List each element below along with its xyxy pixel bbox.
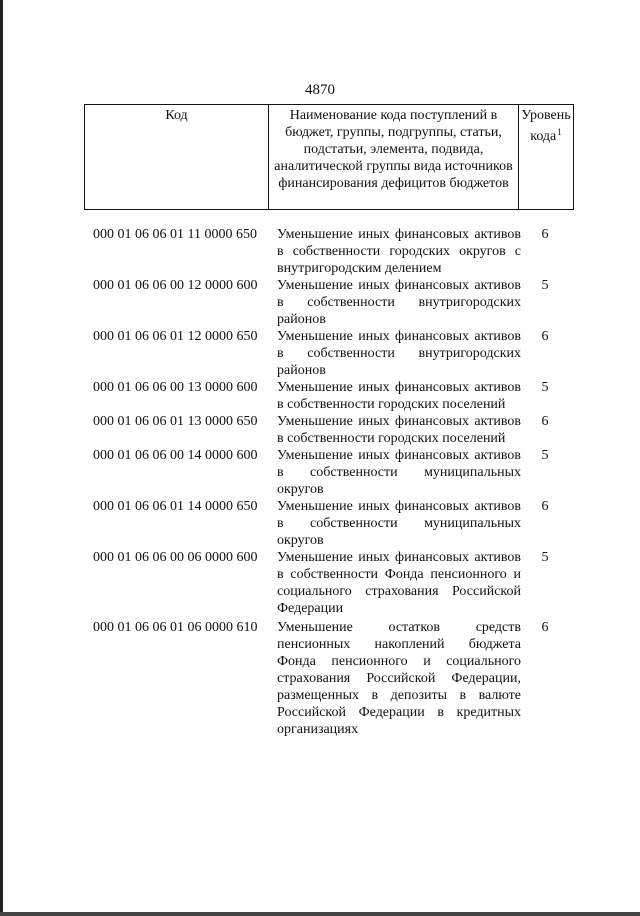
row-code: 000 01 06 06 00 06 0000 600 bbox=[93, 550, 258, 565]
row-code: 000 01 06 06 01 11 0000 650 bbox=[93, 227, 257, 242]
table-header bbox=[84, 104, 574, 210]
header-level: Уровень кода bbox=[521, 108, 571, 144]
row-level: 6 bbox=[541, 227, 549, 242]
row-name: Уменьшение иных финансовых активов в собственности муниципальных округов bbox=[277, 448, 521, 497]
row-level: 5 bbox=[541, 278, 549, 293]
table-row bbox=[0, 447, 640, 498]
row-name: Уменьшение иных финансовых активов в собственности муниципальных округов bbox=[277, 499, 521, 548]
table-body bbox=[0, 226, 640, 739]
scan-bottom-edge bbox=[0, 912, 640, 916]
row-name: Уменьшение иных финансовых активов в собственности внутригородских районов bbox=[277, 329, 521, 378]
row-name: Уменьшение иных финансовых активов в собственности городских округов с внутригородским делением bbox=[277, 227, 521, 276]
row-level: 6 bbox=[541, 499, 549, 514]
row-level: 6 bbox=[541, 329, 549, 344]
row-name: Уменьшение иных финансовых активов в собственности внутригородских районов bbox=[277, 278, 521, 327]
row-name: Уменьшение иных финансовых активов в собственности городских поселений bbox=[277, 414, 521, 446]
row-level: 5 bbox=[541, 448, 549, 463]
row-name: Уменьшение остатков средств пенсионных накоплений бюджета Фонда пенсионного и социального страхования Российской Федерации, размещенных в депозиты в валюте Российской Федерации в кредитных организациях bbox=[277, 620, 521, 737]
row-level: 5 bbox=[541, 380, 549, 395]
table-row bbox=[0, 413, 640, 447]
row-code: 000 01 06 06 00 12 0000 600 bbox=[93, 278, 258, 293]
page-number: 4870 bbox=[305, 82, 335, 98]
table-row bbox=[0, 277, 640, 328]
row-code: 000 01 06 06 01 13 0000 650 bbox=[93, 414, 258, 429]
row-level: 5 bbox=[541, 550, 549, 565]
table-row bbox=[0, 328, 640, 379]
row-level: 6 bbox=[541, 620, 549, 635]
row-level: 6 bbox=[541, 414, 549, 429]
table-row bbox=[0, 226, 640, 277]
header-code: Код bbox=[85, 105, 269, 209]
row-name: Уменьшение иных финансовых активов в собственности городских поселений bbox=[277, 380, 521, 412]
table-row bbox=[0, 549, 640, 619]
header-level-footnote: 1 bbox=[557, 127, 562, 137]
header-name: Наименование кода поступлений в бюджет, группы, подгруппы, статьи, подстатьи, элемента, подвида, аналитической группы вида источников финансирования дефицитов бюджетов bbox=[269, 105, 519, 209]
table-row bbox=[0, 379, 640, 413]
row-name: Уменьшение иных финансовых активов в собственности Фонда пенсионного и социального страхования Российской Федерации bbox=[277, 550, 521, 616]
header-level-cell bbox=[519, 105, 573, 209]
row-code: 000 01 06 06 01 12 0000 650 bbox=[93, 329, 258, 344]
row-code: 000 01 06 06 00 13 0000 600 bbox=[93, 380, 258, 395]
row-code: 000 01 06 06 01 06 0000 610 bbox=[93, 620, 258, 635]
table-row bbox=[0, 619, 640, 739]
row-code: 000 01 06 06 01 14 0000 650 bbox=[93, 499, 258, 514]
table-row bbox=[0, 498, 640, 549]
row-code: 000 01 06 06 00 14 0000 600 bbox=[93, 448, 258, 463]
